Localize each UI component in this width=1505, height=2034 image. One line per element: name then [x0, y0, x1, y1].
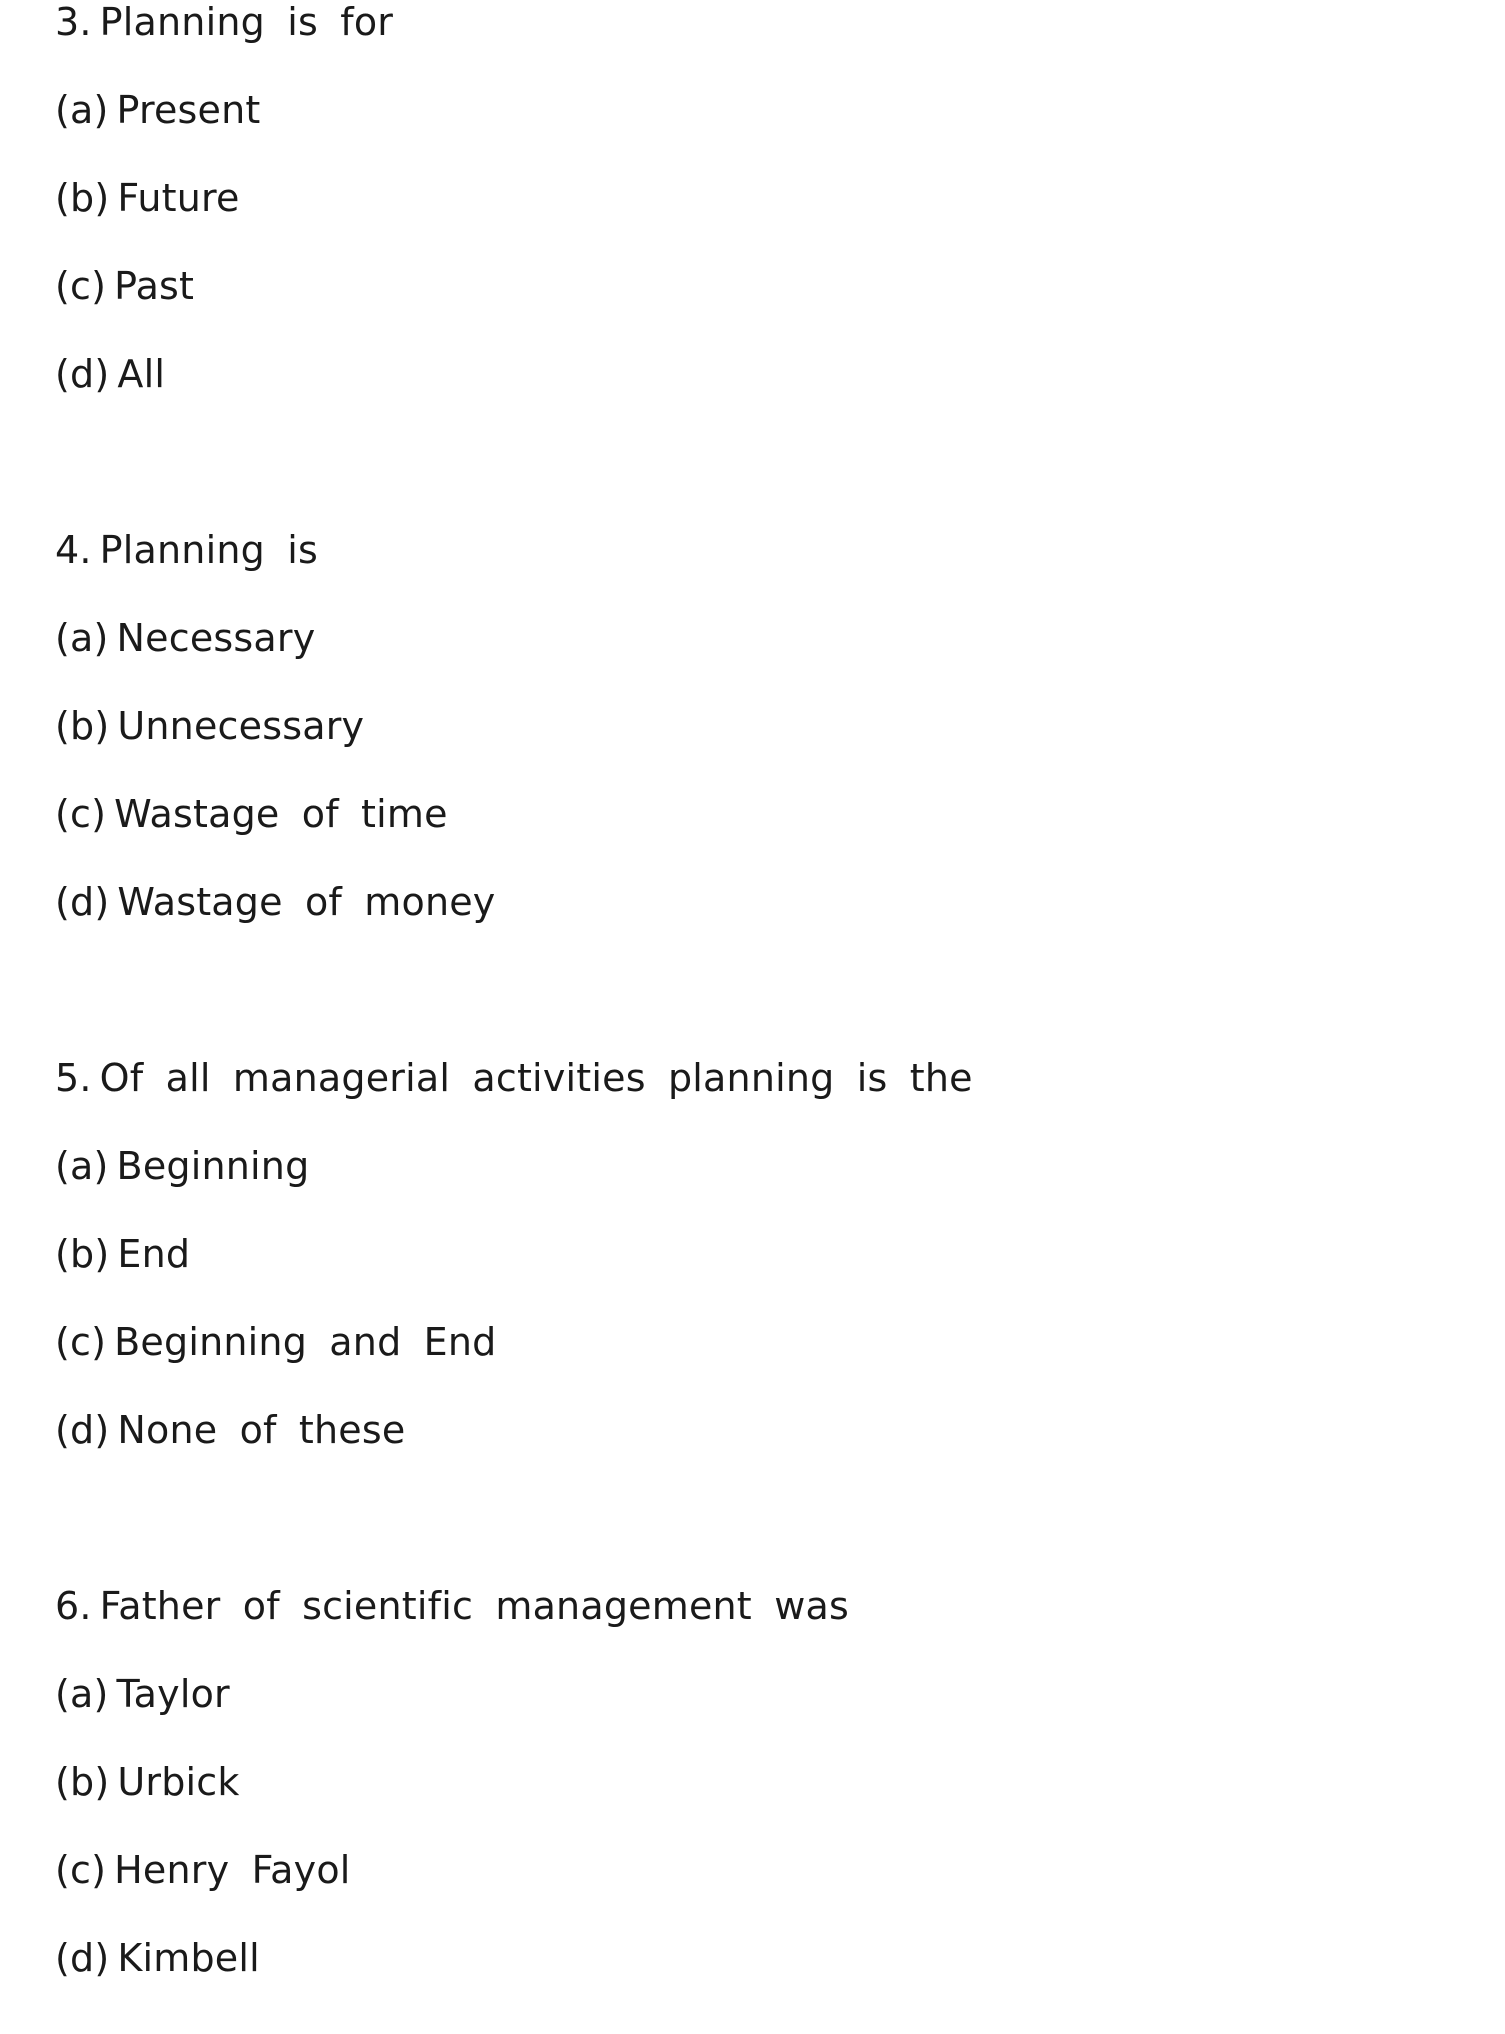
option-letter: (d): [55, 1408, 110, 1452]
question-number: 5.: [55, 1056, 92, 1100]
question-4: [55, 518, 1455, 958]
option-letter: (c): [55, 1320, 107, 1364]
option-text: Wastage of time: [114, 792, 448, 836]
option-text: Present: [116, 88, 261, 132]
question-number: 6.: [55, 1584, 92, 1628]
question-5: [55, 1046, 1455, 1486]
option-text: All: [117, 352, 166, 396]
option-b: [55, 166, 1455, 254]
option-text: None of these: [117, 1408, 406, 1452]
option-a: [55, 1662, 1455, 1750]
option-letter: (c): [55, 1848, 107, 1892]
option-letter: (d): [55, 880, 110, 924]
option-text: Beginning: [116, 1144, 310, 1188]
option-d: [55, 870, 1455, 958]
option-letter: (a): [55, 1144, 109, 1188]
option-text: Kimbell: [117, 1936, 260, 1980]
option-text: Past: [114, 264, 195, 308]
question-text: Planning is for: [99, 0, 394, 44]
option-letter: (a): [55, 616, 109, 660]
option-letter: (d): [55, 1936, 110, 1980]
option-c: [55, 1838, 1455, 1926]
option-text: Beginning and End: [114, 1320, 497, 1364]
option-letter: (b): [55, 1760, 110, 1804]
option-letter: (c): [55, 792, 107, 836]
option-text: Future: [117, 176, 240, 220]
option-text: Taylor: [116, 1672, 230, 1716]
question-number: 4.: [55, 528, 92, 572]
option-c: [55, 1310, 1455, 1398]
question-stem: [55, 1046, 1455, 1134]
option-c: [55, 254, 1455, 342]
question-stem: [55, 0, 1455, 78]
option-letter: (b): [55, 1232, 110, 1276]
option-text: Urbick: [117, 1760, 240, 1804]
question-text: Father of scientific management was: [99, 1584, 849, 1628]
option-d: [55, 1926, 1455, 2014]
question-3: [55, 0, 1455, 430]
option-text: Unnecessary: [117, 704, 365, 748]
question-stem: [55, 518, 1455, 606]
option-a: [55, 1134, 1455, 1222]
question-6: [55, 1574, 1455, 2014]
option-letter: (d): [55, 352, 110, 396]
question-text: Planning is: [99, 528, 318, 572]
option-letter: (b): [55, 704, 110, 748]
option-b: [55, 1222, 1455, 1310]
option-text: Necessary: [116, 616, 316, 660]
option-text: End: [117, 1232, 191, 1276]
option-letter: (a): [55, 1672, 109, 1716]
question-stem: [55, 1574, 1455, 1662]
question-text: Of all managerial activities planning is the: [99, 1056, 973, 1100]
option-letter: (c): [55, 264, 107, 308]
question-number: 3.: [55, 0, 92, 44]
option-a: [55, 78, 1455, 166]
option-text: Wastage of money: [117, 880, 496, 924]
option-b: [55, 694, 1455, 782]
option-a: [55, 606, 1455, 694]
option-b: [55, 1750, 1455, 1838]
option-letter: (b): [55, 176, 110, 220]
option-c: [55, 782, 1455, 870]
option-letter: (a): [55, 88, 109, 132]
option-d: [55, 1398, 1455, 1486]
option-text: Henry Fayol: [114, 1848, 351, 1892]
option-d: [55, 342, 1455, 430]
